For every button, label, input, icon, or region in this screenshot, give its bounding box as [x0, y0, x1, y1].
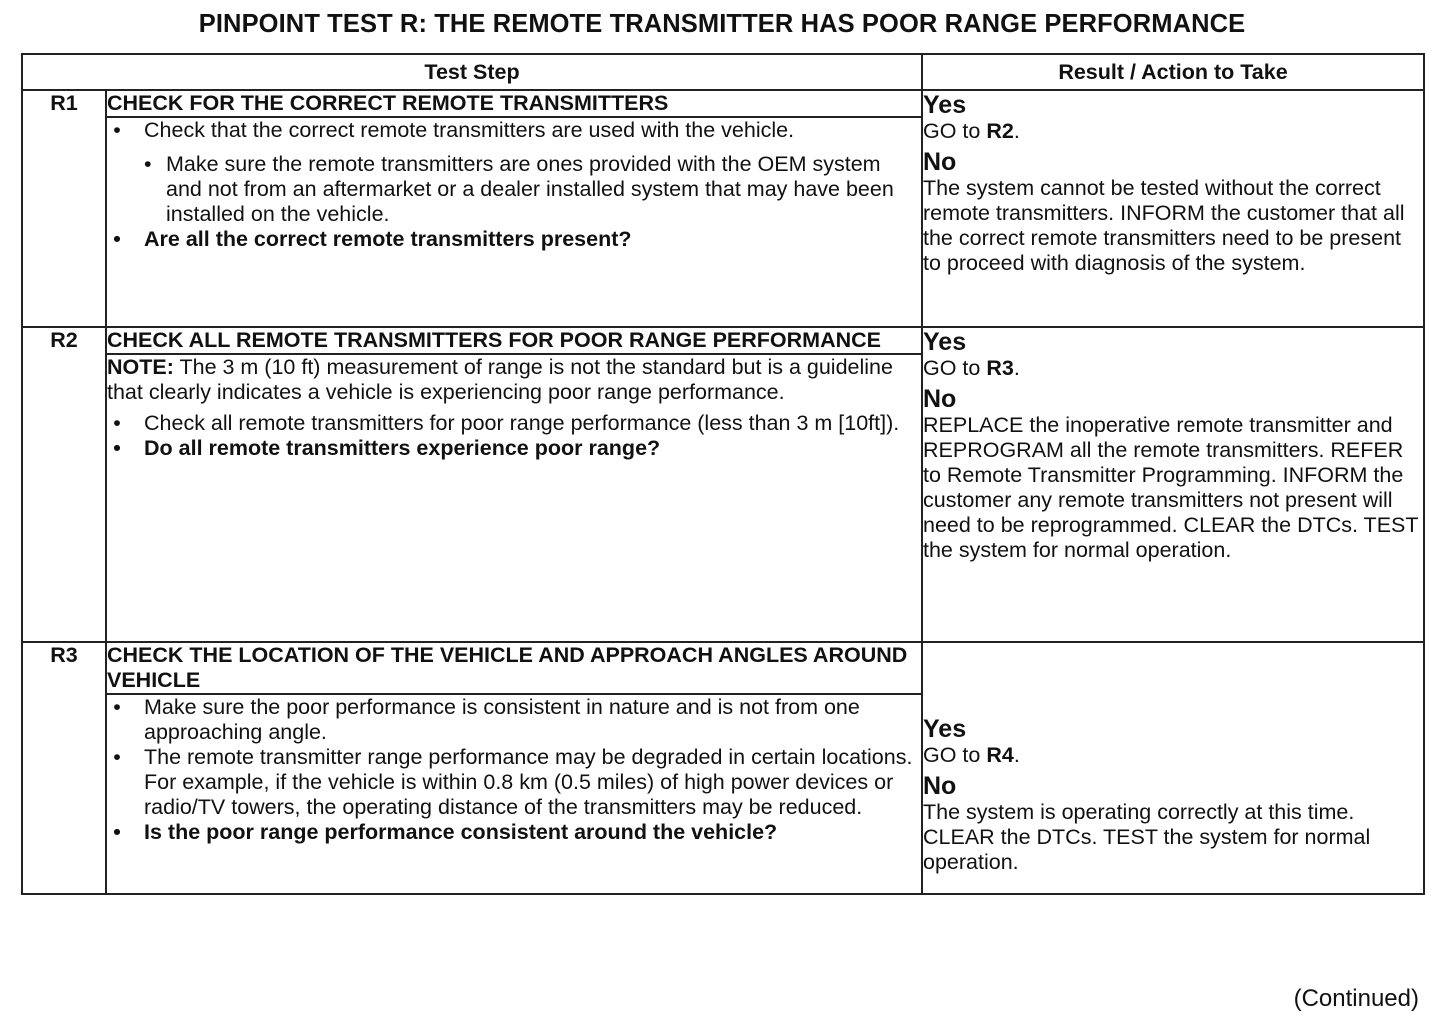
- bullet-glyph: •: [113, 745, 121, 769]
- question-item: [107, 227, 921, 252]
- bullet-item: [107, 695, 921, 745]
- bullet-glyph: •: [113, 411, 121, 435]
- bullet-glyph: •: [113, 436, 121, 460]
- result-spacer: [923, 643, 1423, 715]
- bullet-text: Check all remote transmitters for poor range performance (less than 3 m [10ft]).: [144, 411, 900, 435]
- bullet-glyph: •: [113, 695, 121, 719]
- note-label: NOTE:: [107, 355, 174, 379]
- no-label: No: [923, 772, 957, 800]
- question-text: Is the poor range performance consistent around the vehicle?: [144, 820, 778, 844]
- step-row-r1-heading: [22, 90, 1424, 117]
- bullet-item: [107, 118, 921, 143]
- yes-prefix: GO to: [923, 356, 987, 380]
- step-row-r3-heading: [22, 642, 1424, 694]
- test-step-header: Test Step: [22, 54, 922, 90]
- result-header: Result / Action to Take: [922, 54, 1424, 90]
- bullet-item: [107, 411, 921, 436]
- question-text: Do all remote transmitters experience poor range?: [144, 436, 661, 460]
- yes-prefix: GO to: [923, 743, 987, 767]
- step-body: [106, 354, 922, 642]
- yes-action: [923, 356, 1423, 381]
- table-header-row: [22, 54, 1424, 90]
- step-result: [922, 642, 1424, 894]
- page-title: PINPOINT TEST R: THE REMOTE TRANSMITTER HAS POOR RANGE PERFORMANCE: [198, 10, 1246, 38]
- no-label: No: [923, 148, 957, 176]
- question-item: [107, 436, 921, 461]
- yes-suffix: .: [1013, 119, 1020, 143]
- step-id: R3: [22, 642, 106, 894]
- note-text: The 3 m (10 ft) measurement of range is not the standard but is a guideline that clearly indicates a vehicle is experiencing poor range performance.: [107, 355, 893, 404]
- no-label: No: [923, 385, 957, 413]
- sub-bullet-text: Make sure the remote transmitters are ones provided with the OEM system and not from an aftermarket or a dealer installed system that may have been installed on the vehicle.: [166, 152, 894, 226]
- yes-action: [923, 743, 1423, 768]
- question-item: [107, 820, 921, 845]
- yes-label: Yes: [923, 715, 967, 743]
- yes-target: R4: [986, 743, 1014, 767]
- yes-label: Yes: [923, 91, 967, 119]
- yes-prefix: GO to: [923, 119, 987, 143]
- step-row-r2-heading: [22, 327, 1424, 354]
- bullet-text: The remote transmitter range performance may be degraded in certain locations. For example, if the vehicle is within 0.8 km (0.5 miles) of high power devices or radio/TV towers, the operating distance of the transmitters may be reduced.: [144, 745, 913, 819]
- question-text: Are all the correct remote transmitters present?: [144, 227, 632, 251]
- step-result: [922, 90, 1424, 327]
- continued-label: (Continued): [1293, 985, 1419, 1012]
- yes-target: R2: [986, 119, 1014, 143]
- step-heading: CHECK FOR THE CORRECT REMOTE TRANSMITTERS: [106, 90, 922, 117]
- yes-suffix: .: [1013, 356, 1020, 380]
- bullet-glyph: •: [113, 820, 121, 844]
- step-body: [106, 694, 922, 894]
- step-body: [106, 117, 922, 327]
- pinpoint-test-table: [21, 53, 1425, 895]
- bullet-glyph: •: [113, 227, 121, 251]
- sub-bullet-item: [107, 152, 921, 227]
- bullet-item: [107, 745, 921, 820]
- step-id: R1: [22, 90, 106, 327]
- no-action: The system is operating correctly at this time. CLEAR the DTCs. TEST the system for normal operation.: [923, 800, 1371, 874]
- no-action: REPLACE the inoperative remote transmitter and REPROGRAM all the remote transmitters. REFER to Remote Transmitter Programming. INFORM the customer any remote transmitters not present will need to be reprogrammed. CLEAR the DTCs. TEST the system for normal operation.: [923, 413, 1419, 562]
- step-result: [922, 327, 1424, 642]
- bullet-text: Check that the correct remote transmitters are used with the vehicle.: [144, 118, 795, 142]
- step-id: R2: [22, 327, 106, 642]
- sub-bullet-glyph: •: [144, 152, 152, 176]
- yes-target: R3: [986, 356, 1014, 380]
- bullet-text: Make sure the poor performance is consistent in nature and is not from one approaching angle.: [144, 695, 860, 744]
- bullet-glyph: •: [113, 118, 121, 142]
- step-heading: CHECK THE LOCATION OF THE VEHICLE AND APPROACH ANGLES AROUND VEHICLE: [106, 642, 922, 694]
- yes-suffix: .: [1013, 743, 1020, 767]
- yes-label: Yes: [923, 328, 967, 356]
- step-heading: CHECK ALL REMOTE TRANSMITTERS FOR POOR RANGE PERFORMANCE: [106, 327, 922, 354]
- note: [107, 355, 921, 405]
- no-action: The system cannot be tested without the correct remote transmitters. INFORM the customer that all the correct remote transmitters need to be present to proceed with diagnosis of the system.: [923, 176, 1405, 275]
- yes-action: [923, 119, 1423, 144]
